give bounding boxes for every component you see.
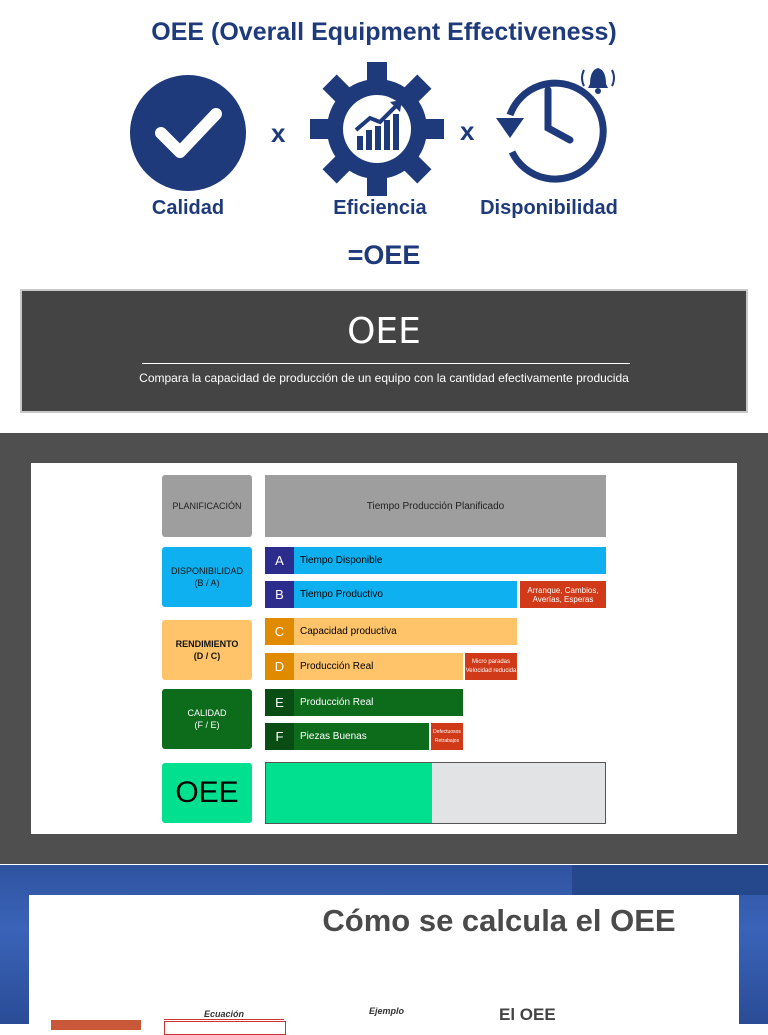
equation-label: Ecuación <box>164 1009 284 1020</box>
loss-availability: Arranque, Cambios, Averías, Esperas <box>520 581 606 608</box>
bar-a: A Tiempo Disponible <box>265 547 606 574</box>
bar-b: B Tiempo Productivo <box>265 581 517 608</box>
decor-band <box>572 865 768 895</box>
banner-title: OEE <box>347 311 421 352</box>
definition-banner <box>20 289 748 413</box>
category-calidad: CALIDAD (F / E) <box>162 689 252 749</box>
multiply-sign-2: x <box>460 116 475 146</box>
banner-divider <box>142 363 630 364</box>
factor-eficiencia: Eficiencia <box>333 197 427 219</box>
calculation-panel <box>29 895 739 1030</box>
oee-bar-fill <box>266 763 432 823</box>
banner-subtitle: Compara la capacidad de producción de un equipo con la cantidad efectivamente producida <box>139 371 629 385</box>
oee-label: El OEE <box>499 1005 556 1024</box>
oee-result: =OEE <box>347 240 421 270</box>
multiply-sign-1: x <box>271 118 286 148</box>
clock-bell-icon <box>490 60 620 185</box>
category-rendimiento: RENDIMIENTO (D / C) <box>162 620 252 680</box>
check-circle-icon <box>128 73 248 193</box>
page-title: OEE (Overall Equipment Effectiveness) <box>151 18 617 46</box>
factor-disponibilidad: Disponibilidad <box>480 197 618 219</box>
oee-diagram <box>31 463 737 834</box>
factor-calidad: Calidad <box>151 197 225 219</box>
bar-c: C Capacidad productiva <box>265 618 517 645</box>
loss-performance: Micro paradas Velocidad reducida <box>465 653 517 680</box>
loss-quality: Defectuosos Retrabajos <box>431 723 463 750</box>
bar-f: F Piezas Buenas <box>265 723 429 750</box>
bar-e: E Producción Real <box>265 689 463 716</box>
bar-d: D Producción Real <box>265 653 463 680</box>
calculation-section <box>0 865 768 1024</box>
oee-bar-track <box>265 762 606 824</box>
category-oee: OEE <box>162 763 252 823</box>
calculation-title: Cómo se calcula el OEE <box>322 903 676 938</box>
category-planificacion: PLANIFICACIÓN <box>162 475 252 537</box>
gear-chart-icon <box>310 62 444 196</box>
equation-box <box>164 1021 286 1035</box>
category-disponibilidad: DISPONIBILIDAD (B / A) <box>162 547 252 607</box>
bar-planned: Tiempo Producción Planificado <box>265 475 606 537</box>
example-label: Ejemplo <box>369 1006 405 1016</box>
oee-diagram-frame <box>0 433 768 864</box>
decor-swatch <box>51 1020 141 1030</box>
